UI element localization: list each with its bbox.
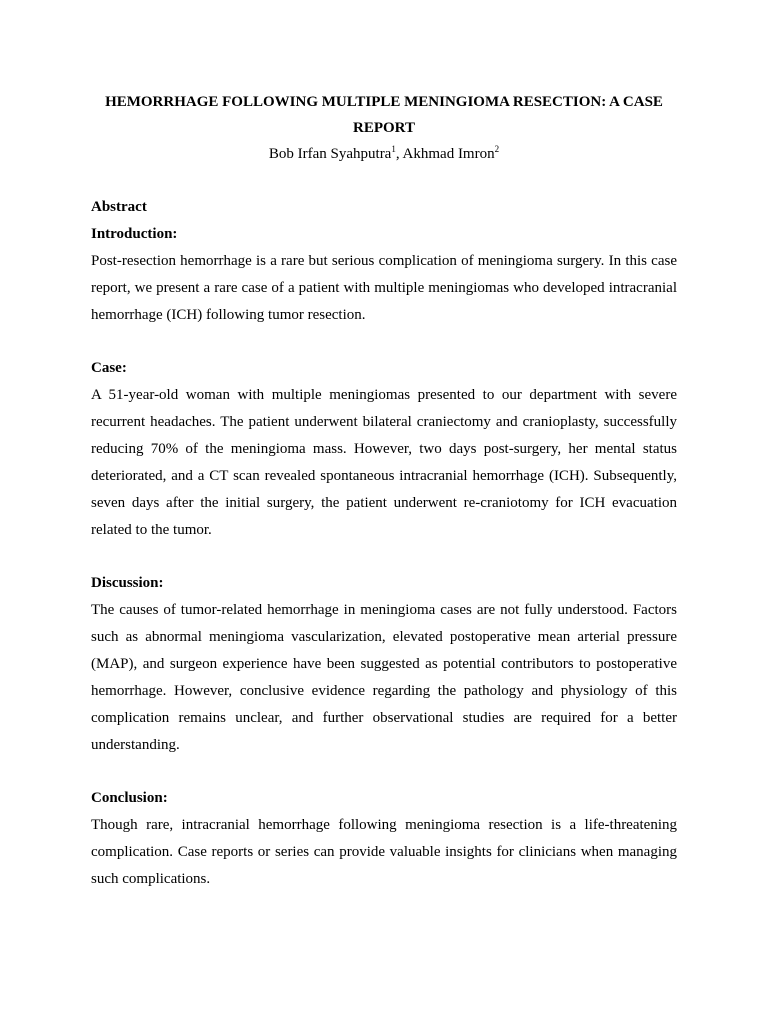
paper-title: HEMORRHAGE FOLLOWING MULTIPLE MENINGIOMA RESECTION: A CASE REPORT (105, 94, 663, 136)
author-affiliation-mark: 2 (494, 144, 500, 154)
section-body: Though rare, intracranial hemorrhage following meningioma resection is a life-threatening complication. Case reports or series can provide valuable insights for clinicians when managing such complications. (91, 817, 677, 887)
author-affiliation-mark: 1 (391, 144, 396, 154)
section-heading: Discussion: (91, 575, 164, 591)
author-name: Bob Irfan Syahputra (268, 146, 392, 162)
author-line (91, 141, 677, 168)
section-discussion (91, 570, 677, 759)
section-case (91, 355, 677, 544)
section-body: The causes of tumor-related hemorrhage in meningioma cases are not fully understood. Factors such as abnormal meningioma vascularization, elevated postoperative mean arterial pressure (MAP), and surgeon experience have been suggested as potential contributors to postoperative hemorrhage. However, conclusive evidence regarding the pathology and physiology of this complication remains unclear, and further observational studies are required for a better understanding. (91, 602, 677, 753)
section-body: Post-resection hemorrhage is a rare but serious complication of meningioma surgery. In this case report, we present a rare case of a patient with multiple meningiomas who developed intracranial hemorrhage (ICH) following tumor resection. (91, 253, 677, 323)
section-introduction (91, 221, 677, 329)
section-body: A 51-year-old woman with multiple meningiomas presented to our department with severe recurrent headaches. The patient underwent bilateral craniectomy and cranioplasty, successfully reducing 70% of the meningioma mass. However, two days post-surgery, her mental status deteriorated, and a CT scan revealed spontaneous intracranial hemorrhage (ICH). Subsequently, seven days after the initial surgery, the patient underwent re-craniotomy for ICH evacuation related to the tumor. (91, 387, 677, 538)
section-heading: Conclusion: (91, 790, 168, 806)
section-conclusion (91, 785, 677, 893)
section-heading: Case: (91, 360, 127, 376)
abstract-heading: Abstract (91, 199, 147, 215)
section-heading: Introduction: (91, 226, 178, 242)
author-name: Akhmad Imron (402, 146, 495, 162)
author-separator: , (395, 146, 403, 162)
